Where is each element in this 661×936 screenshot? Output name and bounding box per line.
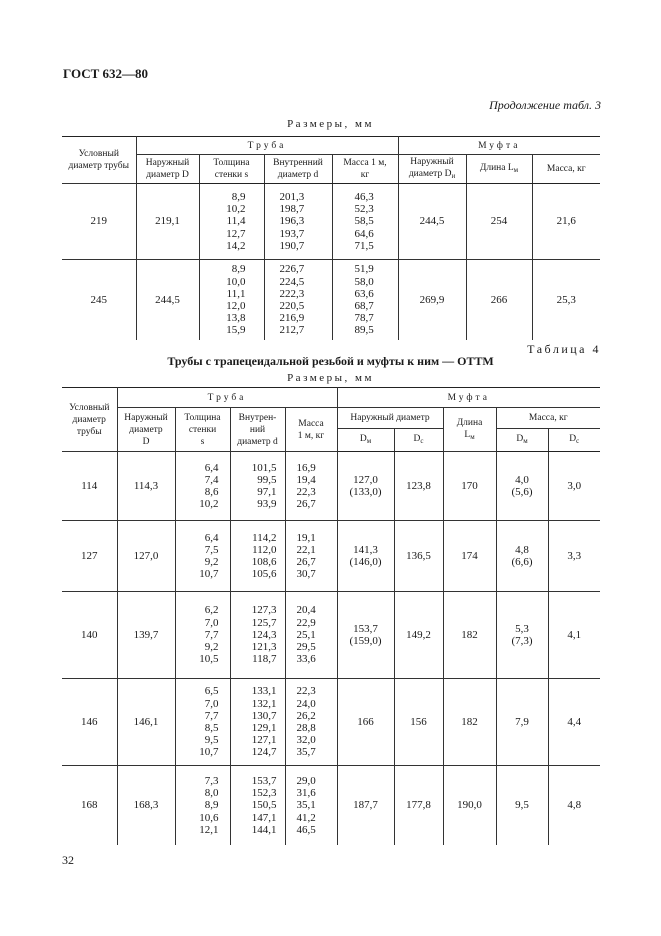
inner-diameter-list-value: 222,3 — [279, 287, 305, 300]
coupling-mass-main-cell — [496, 766, 548, 846]
t4-header-d-main: $D_м$ — [337, 429, 394, 452]
inner-diameter-cell — [230, 521, 285, 592]
wall-thickness-list-value: 9,2 — [204, 556, 219, 568]
inner-diameter-list-value: 147,1 — [251, 811, 277, 824]
inner-diameter-list-value: 125,7 — [251, 616, 277, 629]
wall-thickness-list — [226, 191, 245, 252]
coupling-length-cell: 170 — [443, 452, 496, 521]
table-row — [62, 184, 600, 260]
inner-diameter-list-value: 212,7 — [279, 324, 305, 337]
t3-header-coupling: Муфта — [398, 137, 600, 155]
t4-header-c-outer-d: Наружный диаметр — [337, 408, 443, 429]
mass-per-meter-list-value: 58,5 — [354, 215, 374, 228]
coupling-length-cell: 254 — [466, 184, 532, 260]
nominal-diameter-cell: 245 — [62, 260, 136, 341]
mass-per-meter-list — [355, 263, 374, 336]
mass-per-meter-list-value: 19,1 — [296, 531, 316, 544]
wall-thickness-list — [199, 604, 218, 665]
coupling-mass-special-cell: 4,4 — [548, 679, 600, 766]
nominal-diameter-cell: 140 — [62, 592, 117, 679]
wall-thickness-list-value: 10,7 — [199, 568, 219, 581]
inner-diameter-list-value: 99,5 — [257, 473, 277, 486]
t4-header-c-length: Длина $L_м$ — [443, 408, 496, 452]
wall-thickness-cell — [175, 766, 230, 846]
coupling-mass-special-cell: 3,0 — [548, 452, 600, 521]
table-row — [62, 766, 600, 846]
inner-diameter-list — [252, 775, 277, 836]
inner-diameter-list-value: 130,7 — [251, 709, 277, 722]
coupling-outer-diameter-main-cell — [337, 679, 394, 766]
inner-diameter-list-value: 144,1 — [251, 823, 277, 836]
t4-header-mass-spec: $D_с$ — [548, 429, 600, 452]
inner-diameter-list-value: 108,6 — [251, 556, 277, 568]
outer-diameter-cell: 146,1 — [117, 679, 175, 766]
wall-thickness-cell — [175, 679, 230, 766]
t4-header-pipe: Труба — [117, 388, 337, 408]
coupling-outer-diameter-main-cell — [337, 766, 394, 846]
outer-diameter-cell: 244,5 — [136, 260, 199, 341]
inner-diameter-list-value: 127,3 — [251, 604, 277, 617]
inner-diameter-cell — [264, 260, 332, 341]
inner-diameter-list — [252, 532, 277, 581]
t3-header-pipe: Труба — [136, 137, 398, 155]
table-row — [62, 679, 600, 766]
mass-per-meter-list — [355, 191, 374, 252]
page-number: 32 — [62, 853, 74, 867]
wall-thickness-list-value: 8,9 — [231, 263, 246, 276]
wall-thickness-list-value: 7,4 — [204, 473, 219, 486]
inner-diameter-list-value: 193,7 — [279, 227, 305, 240]
mass-per-meter-list-value: 20,4 — [296, 604, 316, 617]
coupling-outer-diameter-value: 153,7 — [353, 622, 378, 635]
coupling-outer-diameter-special-cell: 136,5 — [394, 521, 443, 592]
wall-thickness-list-value: 14,2 — [226, 239, 246, 252]
outer-diameter-cell: 139,7 — [117, 592, 175, 679]
t4-header-c-mass: Масса, кг — [496, 408, 600, 429]
inner-diameter-list-value: 93,9 — [257, 498, 277, 511]
mass-per-meter-list-value: 52,3 — [354, 203, 374, 216]
inner-diameter-cell — [230, 592, 285, 679]
inner-diameter-list-value: 121,3 — [251, 641, 277, 654]
nominal-diameter-cell: 219 — [62, 184, 136, 260]
inner-diameter-list — [252, 685, 277, 758]
t3-header-c-length: Длина $L_м$ — [466, 155, 532, 184]
wall-thickness-list-value: 10,6 — [199, 811, 219, 824]
inner-diameter-list-value: 114,2 — [252, 531, 277, 544]
mass-per-meter-list-value: 71,5 — [354, 239, 374, 252]
outer-diameter-cell: 114,3 — [117, 452, 175, 521]
coupling-outer-diameter-value: 166 — [357, 715, 374, 728]
inner-diameter-list-value: 153,7 — [251, 774, 277, 787]
outer-diameter-cell: 168,3 — [117, 766, 175, 846]
wall-thickness-list-value: 10,2 — [226, 203, 246, 216]
mass-per-meter-list-value: 58,0 — [354, 275, 374, 288]
mass-per-meter-list — [297, 462, 316, 511]
mass-per-meter-list-value: 22,3 — [296, 486, 316, 498]
inner-diameter-list-value: 124,3 — [251, 628, 277, 641]
coupling-length-cell: 182 — [443, 679, 496, 766]
mass-per-meter-list-value: 41,2 — [296, 811, 316, 824]
mass-per-meter-list-value: 22,1 — [296, 543, 316, 556]
table3-units-caption: Размеры, мм — [287, 118, 374, 130]
table-row — [62, 592, 600, 679]
coupling-outer-diameter-value: 187,7 — [353, 799, 378, 812]
t3-header-c-mass: Масса, кг — [532, 155, 600, 184]
table-continuation-note: Продолжение табл. 3 — [489, 98, 601, 112]
wall-thickness-list-value: 12,0 — [226, 300, 246, 312]
t4-header-d-spec: $D_с$ — [394, 429, 443, 452]
table4-units-caption: Размеры, мм — [287, 372, 374, 384]
t3-header-mass: Масса 1 м, кг — [332, 155, 398, 184]
wall-thickness-list — [199, 685, 218, 758]
mass-per-meter-list — [297, 604, 316, 665]
mass-per-meter-list-value: 35,1 — [296, 799, 316, 812]
wall-thickness-list-value: 8,5 — [204, 722, 219, 734]
coupling-mass-alt-value: (5,6) — [511, 486, 533, 498]
coupling-length-cell: 190,0 — [443, 766, 496, 846]
wall-thickness-list-value: 15,9 — [226, 324, 246, 337]
coupling-mass-special-cell: 4,8 — [548, 766, 600, 846]
coupling-mass-value: 7,9 — [515, 715, 529, 728]
inner-diameter-cell — [230, 679, 285, 766]
wall-thickness-list-value: 12,1 — [199, 823, 219, 836]
table-row — [62, 521, 600, 592]
inner-diameter-list — [280, 191, 305, 252]
mass-per-meter-list-value: 29,0 — [296, 774, 316, 787]
mass-per-meter-list-value: 19,4 — [296, 473, 316, 486]
mass-per-meter-list-value: 31,6 — [296, 787, 316, 800]
mass-per-meter-list — [297, 775, 316, 836]
coupling-outer-diameter-alt-value: (159,0) — [349, 635, 382, 647]
t4-header-nominal: Условный диаметр трубы — [62, 388, 117, 452]
inner-diameter-list-value: 152,3 — [251, 787, 277, 800]
coupling-mass-cell: 21,6 — [532, 184, 600, 260]
inner-diameter-list-value: 224,5 — [279, 275, 305, 288]
t3-header-outer-d: Наружный диаметр D — [136, 155, 199, 184]
mass-per-meter-list-value: 29,5 — [296, 641, 316, 654]
wall-thickness-list-value: 6,5 — [204, 685, 219, 698]
coupling-outer-diameter-cell: 269,9 — [398, 260, 466, 341]
t4-header-mass: Масса 1 м, кг — [285, 408, 337, 452]
wall-thickness-list-value: 13,8 — [226, 312, 246, 325]
wall-thickness-list-value: 8,0 — [204, 787, 219, 800]
coupling-outer-diameter-value: 127,0 — [353, 473, 378, 486]
document-header: ГОСТ 632—80 — [63, 66, 149, 81]
mass-per-meter-list-value: 78,7 — [354, 312, 374, 325]
coupling-mass-value: 4,8 — [515, 543, 529, 556]
coupling-outer-diameter-value: 141,3 — [353, 543, 378, 556]
wall-thickness-list — [199, 462, 218, 511]
t4-header-mass-main: $D_м$ — [496, 429, 548, 452]
coupling-outer-diameter-main-cell — [337, 452, 394, 521]
inner-diameter-list-value: 198,7 — [279, 203, 305, 216]
table-row — [62, 452, 600, 521]
mass-per-meter-list-value: 28,8 — [296, 722, 316, 734]
wall-thickness-list — [226, 263, 245, 336]
coupling-mass-value: 9,5 — [515, 799, 529, 812]
mass-per-meter-list-value: 22,3 — [296, 685, 316, 698]
inner-diameter-cell — [264, 184, 332, 260]
t3-header-inner-d: Внутренний диаметр d — [264, 155, 332, 184]
coupling-mass-cell: 25,3 — [532, 260, 600, 341]
wall-thickness-list-value: 10,2 — [199, 498, 219, 511]
coupling-mass-value: 5,3 — [515, 622, 529, 635]
mass-per-meter-cell — [285, 592, 337, 679]
wall-thickness-list — [199, 532, 218, 581]
inner-diameter-list-value: 124,7 — [251, 746, 277, 759]
t4-header-coupling: Муфта — [337, 388, 600, 408]
coupling-mass-alt-value: (6,6) — [511, 556, 533, 568]
mass-per-meter-cell — [285, 452, 337, 521]
mass-per-meter-cell — [285, 766, 337, 846]
table4-title: Трубы с трапецеидальной резьбой и муфты к ним — ОТТМ — [167, 354, 494, 368]
inner-diameter-list-value: 196,3 — [279, 215, 305, 228]
coupling-outer-diameter-alt-value: (146,0) — [349, 556, 382, 568]
nominal-diameter-cell: 127 — [62, 521, 117, 592]
coupling-length-cell: 266 — [466, 260, 532, 341]
mass-per-meter-cell — [332, 260, 398, 341]
wall-thickness-cell — [175, 452, 230, 521]
mass-per-meter-list — [297, 532, 316, 581]
table4-label: Таблица 4 — [527, 342, 601, 356]
wall-thickness-list-value: 7,5 — [204, 543, 219, 556]
mass-per-meter-cell — [332, 184, 398, 260]
nominal-diameter-cell: 114 — [62, 452, 117, 521]
wall-thickness-cell — [175, 521, 230, 592]
coupling-mass-value: 4,0 — [515, 473, 529, 486]
wall-thickness-list-value: 6,4 — [204, 461, 219, 474]
coupling-mass-alt-value: (7,3) — [511, 635, 533, 647]
coupling-outer-diameter-main-cell — [337, 521, 394, 592]
mass-per-meter-list-value: 46,3 — [354, 190, 374, 203]
coupling-length-cell: 182 — [443, 592, 496, 679]
inner-diameter-cell — [230, 452, 285, 521]
mass-per-meter-list-value: 26,2 — [296, 709, 316, 722]
inner-diameter-list — [280, 263, 305, 336]
mass-per-meter-list-value: 26,7 — [296, 556, 316, 568]
inner-diameter-list-value: 132,1 — [251, 697, 277, 710]
inner-diameter-list-value: 226,7 — [279, 263, 305, 276]
t4-header-outer-d: Наружный диаметр D — [117, 408, 175, 452]
inner-diameter-list-value: 220,5 — [279, 300, 305, 312]
coupling-mass-special-cell: 3,3 — [548, 521, 600, 592]
wall-thickness-list-value: 6,2 — [204, 604, 219, 617]
coupling-outer-diameter-main-cell — [337, 592, 394, 679]
mass-per-meter-list-value: 26,7 — [296, 498, 316, 511]
wall-thickness-list-value: 8,9 — [204, 799, 219, 812]
coupling-outer-diameter-alt-value: (133,0) — [349, 486, 382, 498]
inner-diameter-list-value: 118,7 — [252, 653, 277, 666]
coupling-mass-special-cell: 4,1 — [548, 592, 600, 679]
t3-header-c-outer-d: Наружный диаметр $D_и$ — [398, 155, 466, 184]
inner-diameter-list-value: 201,3 — [279, 190, 305, 203]
wall-thickness-list-value: 12,7 — [226, 227, 246, 240]
inner-diameter-list-value: 97,1 — [257, 486, 277, 498]
mass-per-meter-list-value: 32,0 — [296, 734, 316, 747]
coupling-mass-main-cell — [496, 679, 548, 766]
coupling-outer-diameter-cell: 244,5 — [398, 184, 466, 260]
wall-thickness-list-value: 8,6 — [204, 486, 219, 498]
mass-per-meter-list-value: 25,1 — [296, 628, 316, 641]
nominal-diameter-cell: 168 — [62, 766, 117, 846]
table3 — [62, 136, 600, 340]
t4-header-wall: Толщина стенки s — [175, 408, 230, 452]
wall-thickness-cell — [199, 184, 264, 260]
wall-thickness-list-value: 7,0 — [204, 616, 219, 629]
inner-diameter-list-value: 129,1 — [251, 722, 277, 734]
t3-header-nominal: Условный диаметр трубы — [62, 137, 136, 184]
wall-thickness-list-value: 10,7 — [199, 746, 219, 759]
wall-thickness-list-value: 7,0 — [204, 697, 219, 710]
mass-per-meter-list-value: 16,9 — [296, 461, 316, 474]
inner-diameter-list-value: 101,5 — [251, 461, 277, 474]
wall-thickness-list-value: 9,2 — [204, 641, 219, 654]
inner-diameter-list-value: 133,1 — [251, 685, 277, 698]
wall-thickness-list — [199, 775, 218, 836]
outer-diameter-cell: 219,1 — [136, 184, 199, 260]
coupling-mass-main-cell — [496, 452, 548, 521]
wall-thickness-list-value: 7,7 — [204, 628, 219, 641]
inner-diameter-list-value: 127,1 — [251, 734, 277, 747]
mass-per-meter-list — [297, 685, 316, 758]
inner-diameter-list-value: 112,0 — [252, 543, 277, 556]
mass-per-meter-list-value: 30,7 — [296, 568, 316, 581]
coupling-mass-main-cell — [496, 521, 548, 592]
coupling-outer-diameter-special-cell: 177,8 — [394, 766, 443, 846]
wall-thickness-list-value: 10,5 — [199, 653, 219, 666]
wall-thickness-cell — [199, 260, 264, 341]
mass-per-meter-cell — [285, 521, 337, 592]
mass-per-meter-list-value: 46,5 — [296, 823, 316, 836]
mass-per-meter-list-value: 22,9 — [296, 616, 316, 629]
t4-header-inner-d: Внутрен- ний диаметр d — [230, 408, 285, 452]
coupling-outer-diameter-special-cell: 156 — [394, 679, 443, 766]
coupling-length-cell: 174 — [443, 521, 496, 592]
wall-thickness-list-value: 10,0 — [226, 275, 246, 288]
wall-thickness-list-value: 8,9 — [231, 190, 246, 203]
coupling-outer-diameter-special-cell: 123,8 — [394, 452, 443, 521]
coupling-mass-main-cell — [496, 592, 548, 679]
mass-per-meter-list-value: 24,0 — [296, 697, 316, 710]
wall-thickness-list-value: 11,4 — [226, 215, 246, 228]
t3-header-wall: Толщина стенки s — [199, 155, 264, 184]
outer-diameter-cell: 127,0 — [117, 521, 175, 592]
wall-thickness-list-value: 11,1 — [226, 287, 246, 300]
inner-diameter-cell — [230, 766, 285, 846]
inner-diameter-list-value: 190,7 — [279, 239, 305, 252]
mass-per-meter-list-value: 68,7 — [354, 300, 374, 312]
inner-diameter-list — [252, 462, 277, 511]
mass-per-meter-list-value: 35,7 — [296, 746, 316, 759]
mass-per-meter-list-value: 63,6 — [354, 287, 374, 300]
inner-diameter-list — [252, 604, 277, 665]
wall-thickness-list-value: 9,5 — [204, 734, 219, 747]
mass-per-meter-list-value: 64,6 — [354, 227, 374, 240]
table4 — [62, 387, 600, 845]
wall-thickness-list-value: 6,4 — [204, 531, 219, 544]
mass-per-meter-list-value: 89,5 — [354, 324, 374, 337]
mass-per-meter-list-value: 51,9 — [354, 263, 374, 276]
inner-diameter-list-value: 216,9 — [279, 312, 305, 325]
coupling-outer-diameter-special-cell: 149,2 — [394, 592, 443, 679]
wall-thickness-list-value: 7,7 — [204, 709, 219, 722]
nominal-diameter-cell: 146 — [62, 679, 117, 766]
wall-thickness-cell — [175, 592, 230, 679]
table-row — [62, 260, 600, 341]
inner-diameter-list-value: 105,6 — [251, 568, 277, 581]
mass-per-meter-cell — [285, 679, 337, 766]
inner-diameter-list-value: 150,5 — [251, 799, 277, 812]
wall-thickness-list-value: 7,3 — [204, 774, 219, 787]
mass-per-meter-list-value: 33,6 — [296, 653, 316, 666]
